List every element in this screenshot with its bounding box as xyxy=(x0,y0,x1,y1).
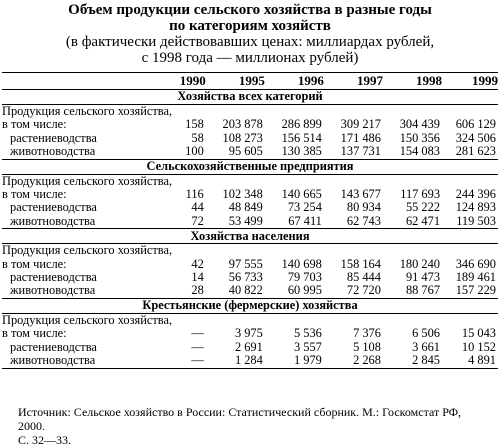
value-cell: 130 385 xyxy=(281,144,322,159)
value-cell: 72 720 xyxy=(346,283,381,298)
table-row xyxy=(2,327,498,340)
value-cell xyxy=(172,174,206,188)
header-label-cell xyxy=(2,73,172,90)
value-cell: 157 229 xyxy=(455,283,496,298)
value-cell: — xyxy=(191,326,204,341)
value-cell xyxy=(442,313,498,327)
value-cell: 56 733 xyxy=(228,270,263,285)
value-cell xyxy=(383,313,442,327)
value-cell: 62 471 xyxy=(405,213,441,228)
value-cell: 158 164 xyxy=(340,256,381,271)
value-cell: 14 xyxy=(191,270,204,285)
row-label: растениеводства xyxy=(10,270,97,285)
value-cell: 171 486 xyxy=(340,130,381,145)
row-label: Продукция сельского хозяйства, xyxy=(2,173,173,188)
value-cell: 3 557 xyxy=(294,339,322,354)
section-header-row xyxy=(2,298,498,313)
year-header: 1999 xyxy=(472,73,498,89)
value-cell: 80 934 xyxy=(346,200,381,215)
value-cell xyxy=(383,105,442,119)
value-cell xyxy=(206,174,265,188)
value-cell: 44 xyxy=(191,200,204,215)
row-label: животноводства xyxy=(10,144,96,159)
value-cell: 5 108 xyxy=(353,339,381,354)
value-cell xyxy=(172,244,206,258)
row-label: Продукция сельского хозяйства, xyxy=(2,104,173,118)
value-cell: 95 605 xyxy=(228,144,263,159)
value-cell: — xyxy=(172,354,206,368)
value-cell: 286 899 xyxy=(281,117,322,132)
value-cell: 1 979 xyxy=(265,354,324,368)
value-cell: 53 499 xyxy=(228,213,263,228)
value-cell: 40 822 xyxy=(228,283,263,298)
value-cell: 1 284 xyxy=(206,354,265,368)
value-cell: 180 240 xyxy=(399,256,441,271)
table-row xyxy=(2,244,498,258)
value-cell: 73 254 xyxy=(287,200,322,215)
section-title: Крестьянские (фермерские) хозяйства xyxy=(2,298,498,313)
row-label: растениеводства xyxy=(10,200,97,215)
row-label: Продукция сельского хозяйства, xyxy=(2,312,173,327)
table-row xyxy=(2,341,498,354)
value-cell xyxy=(383,174,442,188)
row-label: животноводства xyxy=(10,213,96,228)
value-cell: 60 995 xyxy=(287,283,322,298)
value-cell: 140 698 xyxy=(281,256,322,271)
value-cell: 58 xyxy=(191,130,204,145)
table-row xyxy=(2,105,498,119)
table-body xyxy=(2,90,498,369)
value-cell: 97 555 xyxy=(228,256,263,271)
value-cell xyxy=(206,244,265,258)
value-cell: 324 506 xyxy=(455,130,496,145)
value-cell: 150 356 xyxy=(399,130,441,145)
table-row xyxy=(2,174,498,188)
title-line-2: по категориям хозяйств xyxy=(169,18,331,34)
value-cell: 55 222 xyxy=(405,200,441,215)
table-row xyxy=(2,118,498,131)
value-cell: — xyxy=(191,339,204,354)
source-note xyxy=(18,405,488,447)
value-cell xyxy=(324,105,383,119)
production-table xyxy=(2,72,498,369)
row-label: в том числе: xyxy=(2,187,67,202)
year-header: 1995 xyxy=(238,73,265,89)
value-cell: 119 503 xyxy=(456,213,496,228)
value-cell: 4 891 xyxy=(442,354,498,368)
value-cell xyxy=(442,105,498,119)
value-cell: 10 152 xyxy=(461,339,496,354)
value-cell: 67 411 xyxy=(288,213,322,228)
value-cell xyxy=(324,174,383,188)
value-cell: 79 703 xyxy=(287,270,322,285)
value-cell: 117 693 xyxy=(400,187,441,202)
table-row xyxy=(2,215,498,229)
table-title xyxy=(0,2,500,34)
table-row xyxy=(2,313,498,327)
value-cell: 189 461 xyxy=(455,270,496,285)
value-cell: 5 536 xyxy=(294,326,322,341)
table-row xyxy=(2,201,498,214)
row-label: растениеводства xyxy=(10,130,97,145)
value-cell: 42 xyxy=(191,256,204,271)
section-header-row xyxy=(2,90,498,105)
row-label: в том числе: xyxy=(2,256,67,271)
value-cell: 140 665 xyxy=(281,187,322,202)
year-header: 1997 xyxy=(356,73,383,89)
value-cell: 124 893 xyxy=(455,200,496,215)
table-row xyxy=(2,258,498,271)
header-row xyxy=(2,73,498,90)
source-line-2: С. 32—33. xyxy=(18,433,72,447)
value-cell: 28 xyxy=(191,283,204,298)
section-title: Хозяйства всех категорий xyxy=(2,90,498,105)
title-line-1: Объем продукции сельского хозяйства в разные годы xyxy=(68,2,432,18)
value-cell: 7 376 xyxy=(353,326,381,341)
value-cell xyxy=(324,313,383,327)
value-cell: 6 506 xyxy=(412,326,441,341)
value-cell: 116 xyxy=(185,187,204,202)
row-label: в том числе: xyxy=(2,117,67,132)
section-title: Хозяйства населения xyxy=(2,229,498,244)
value-cell: 203 878 xyxy=(222,117,263,132)
value-cell xyxy=(383,244,442,258)
value-cell: 2 268 xyxy=(324,354,383,368)
value-cell: 244 396 xyxy=(455,187,496,202)
value-cell: 143 677 xyxy=(340,187,381,202)
value-cell xyxy=(172,313,206,327)
value-cell xyxy=(442,174,498,188)
row-label: в том числе: xyxy=(2,326,67,341)
value-cell: 154 083 xyxy=(399,144,441,159)
value-cell: 3 975 xyxy=(234,326,263,341)
section-header-row xyxy=(2,229,498,244)
year-header: 1990 xyxy=(179,73,206,89)
value-cell: 88 767 xyxy=(405,283,441,298)
value-cell: 100 xyxy=(185,144,204,159)
row-label: растениеводства xyxy=(10,339,97,354)
value-cell: 3 661 xyxy=(412,339,441,354)
value-cell xyxy=(265,105,324,119)
value-cell: 606 129 xyxy=(455,117,496,132)
year-header: 1996 xyxy=(297,73,324,89)
value-cell xyxy=(442,244,498,258)
value-cell: 108 273 xyxy=(222,130,263,145)
table-row xyxy=(2,145,498,159)
value-cell xyxy=(324,244,383,258)
section-header-row xyxy=(2,159,498,174)
value-cell: 281 623 xyxy=(455,144,496,159)
value-cell: 102 348 xyxy=(222,187,263,202)
value-cell xyxy=(172,105,206,119)
value-cell: 85 444 xyxy=(346,270,381,285)
value-cell: 309 217 xyxy=(340,117,381,132)
value-cell xyxy=(206,105,265,119)
value-cell: 346 690 xyxy=(455,256,496,271)
value-cell: 72 xyxy=(191,213,204,228)
value-cell xyxy=(265,174,324,188)
value-cell: 62 743 xyxy=(346,213,381,228)
value-cell xyxy=(265,244,324,258)
value-cell: 91 473 xyxy=(405,270,441,285)
row-label: животноводства xyxy=(10,283,96,298)
table-row xyxy=(2,188,498,201)
table-row xyxy=(2,284,498,298)
value-cell: 2 691 xyxy=(234,339,263,354)
value-cell xyxy=(265,313,324,327)
year-header: 1998 xyxy=(416,73,443,89)
value-cell: 304 439 xyxy=(399,117,441,132)
section-title: Сельскохозяйственные предприятия xyxy=(2,159,498,174)
value-cell: 48 849 xyxy=(228,200,263,215)
table-row xyxy=(2,354,498,368)
value-cell xyxy=(206,313,265,327)
table-subtitle xyxy=(0,34,500,66)
document-page xyxy=(0,2,500,447)
table-row xyxy=(2,271,498,284)
subtitle-line-2: с 1998 года — миллионах рублей) xyxy=(141,50,359,66)
value-cell: 158 xyxy=(185,117,204,132)
value-cell: 15 043 xyxy=(461,326,496,341)
row-label: Продукция сельского хозяйства, xyxy=(2,243,173,258)
source-line-1: Источник: Сельское хозяйство в России: Статистический сборник. М.: Госкомстат РФ, 2000. xyxy=(18,405,462,433)
subtitle-line-1: (в фактически действовавших ценах: миллиардах рублей, xyxy=(65,34,435,50)
table-row xyxy=(2,132,498,145)
value-cell: 2 845 xyxy=(383,354,442,368)
value-cell: 137 731 xyxy=(340,144,381,159)
value-cell: 156 514 xyxy=(281,130,322,145)
row-label: животноводства xyxy=(2,354,172,368)
